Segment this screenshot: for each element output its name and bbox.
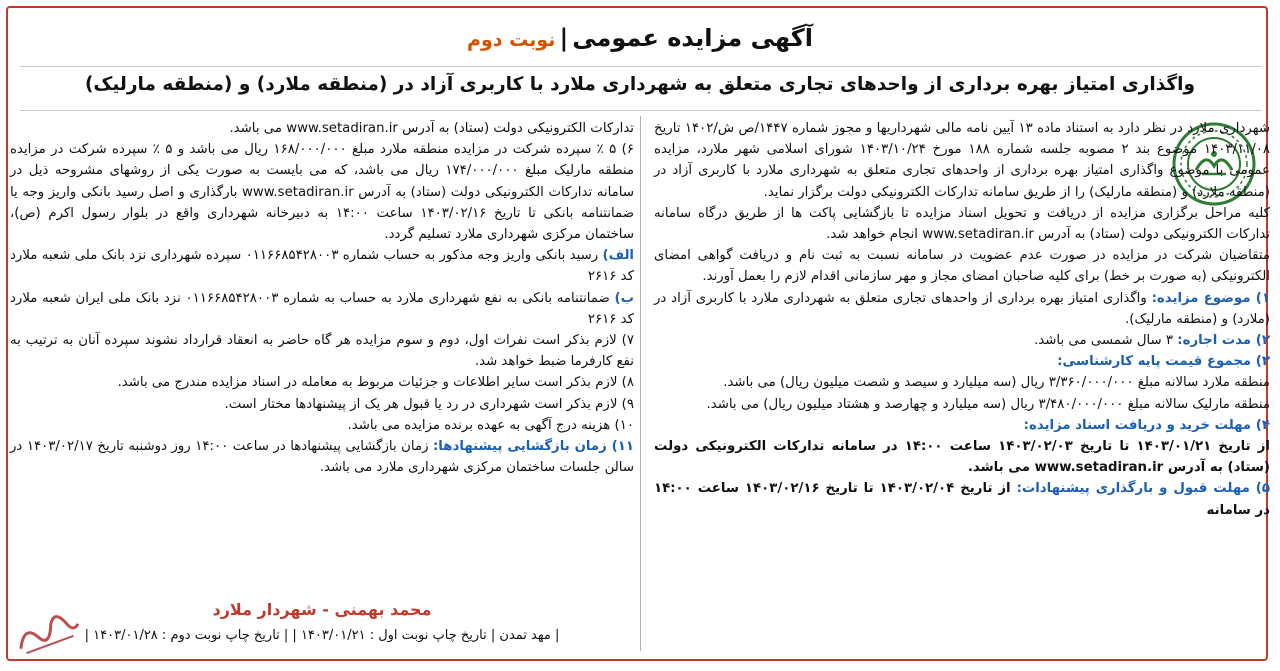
- right-column: [654, 118, 1270, 521]
- ad-title-row: [0, 24, 1280, 52]
- item-1-label: ۱) موضوع مزایده:: [1151, 290, 1270, 306]
- item-5-text: از تاریخ ۱۴۰۳/۰۲/۰۴ تا تاریخ ۱۴۰۳/۰۲/۱۶ ساعت ۱۴:۰۰ در سامانه: [654, 481, 1270, 518]
- item-9: ۹) لازم بذکر است شهرداری در رد یا قبول هر یک از پیشنهادها مختار است.: [224, 396, 634, 412]
- title-separator: |: [559, 24, 569, 52]
- signature: محمد بهمنی - شهردار ملارد: [212, 600, 432, 619]
- item-6: ۶) ۵ ٪ سپرده شرکت در مزایده منطقه ملارد مبلغ ۱۶۸/۰۰۰/۰۰۰ ریال می باشد و ۵ ٪ سپرده شرکت در مزایده منطقه مارلیک مبلغ ۱۷۴/۰۰۰/۰۰۰ ریال می باشد، که می بایست به صورت یکی از روشهای مشروحه ذیل در سامانه تدارکات الکترونیکی دولت (ستاد) به آدرس www.setadiran.ir بارگذاری و اصل رسید بانکی واریز وجه یا ضمانتنامه بانکی تا تاریخ ۱۴۰۳/۰۲/۱۶ ساعت ۱۴:۰۰ به دبیرخانه شهرداری واقع در بلوار رسول اکرم (ص)، ساختمان مرکزی شهرداری ملارد تسلیم گردد.: [10, 142, 634, 243]
- intro-text: شهرداری ملارد در نظر دارد به استناد ماده ۱۳ آیین نامه مالی شهرداریها و مجوز شماره ۱۴۴۷/ص ش/۱۴۰۲ تاریخ ۱۴۰۳/۱۱/۰۸ موضوع بند ۲ مصوبه جلسه شماره ۱۸۸ مورخ ۱۴۰۳/۱۰/۲۴ شورای اسلامی شهر ملارد، مزایده عمومی با موضوع واگذاری امتیاز بهره برداری از واحدهای تجاری متعلق به شهرداری ملارد با کاربری آزاد در (منطقه ملارد) و (منطقه مارلیک) را از طریق سامانه تدارکات الکترونیکی دولت برگزار نماید.: [654, 121, 1271, 200]
- left-column: [10, 118, 634, 478]
- column-divider: [640, 116, 641, 651]
- item-2-label: ۲) مدت اجاره:: [1177, 333, 1270, 349]
- item-4-label: ۴) مهلت خرید و دریافت اسناد مزایده:: [1023, 417, 1270, 433]
- item-3-malard: منطقه ملارد سالانه مبلغ ۳/۳۶۰/۰۰۰/۰۰۰ ریال (سه میلیارد و سیصد و شصت میلیون ریال) می باشد.: [723, 375, 1270, 391]
- item-6-alef: [10, 245, 634, 287]
- publication-info: | مهد تمدن | تاریخ چاپ نوبت اول : ۱۴۰۳/۰۱/۲۱ | | تاریخ چاپ نوبت دوم : ۱۴۰۳/۰۱/۲۸ |: [84, 628, 560, 643]
- item-5-label: ۵) مهلت قبول و بارگذاری پیشنهادات:: [1016, 481, 1270, 497]
- alef-text: رسید بانکی واریز وجه مذکور به حساب شماره ۰۱۱۶۶۸۵۴۲۸۰۰۳ سپرده شهرداری نزد بانک ملی شعبه ملارد کد ۲۶۱۶: [10, 248, 634, 285]
- item-11-text: زمان بازگشایی پیشنهادها در ساعت ۱۴:۰۰ روز دوشنبه تاریخ ۱۴۰۳/۰۲/۱۷ در سالن جلسات ساختمان مرکزی شهرداری ملارد می باشد.: [10, 439, 634, 476]
- item-4-text: از تاریخ ۱۴۰۳/۰۱/۲۱ تا تاریخ ۱۴۰۳/۰۲/۰۳ ساعت ۱۴:۰۰ در سامانه تدارکات الکترونیکی دولت (ستاد) به آدرس www.setadiran.ir می باشد.: [654, 439, 1270, 476]
- item-11: [10, 436, 634, 478]
- item-1: [654, 288, 1270, 330]
- item-7: ۷) لازم بذکر است نفرات اول، دوم و سوم مزایده هر گاه حاضر به انعقاد قرارداد نشوند سپرده آنان به ترتیب به نفع کارفرما ضبط خواهد شد.: [10, 333, 634, 370]
- intro-paragraph: [654, 118, 1270, 203]
- item-2-text: ۳ سال شمسی می باشد.: [1034, 333, 1178, 349]
- item-8: ۸) لازم بذکر است سایر اطلاعات و جزئیات مربوط به معامله در اسناد مزایده مندرج می باشد.: [117, 375, 634, 391]
- title-divider: [20, 66, 1262, 67]
- turn-label: نوبت دوم: [467, 29, 556, 51]
- ad-title: آگهی مزایده عمومی: [572, 24, 813, 52]
- continuation-text: تدارکات الکترونیکی دولت (ستاد) به آدرس www.setadiran.ir می باشد.: [229, 121, 634, 136]
- paragraph-process: کلیه مراحل برگزاری مزایده از دریافت و تحویل اسناد مزایده تا بازگشایی پاکت ها از طریق درگاه سامانه تدارکات الکترونیکی دولت (ستاد) به آدرس www.setadiran.ir انجام خواهد شد.: [654, 205, 1270, 243]
- item-2: [654, 330, 1270, 351]
- alef-label: الف): [602, 248, 634, 264]
- item-5: [654, 478, 1270, 520]
- item-11-label: ۱۱) زمان بازگشایی پیشنهادها:: [432, 439, 634, 455]
- item-3-label: ۳) مجموع قیمت پایه کارشناسی:: [1057, 354, 1270, 370]
- ad-subtitle: واگذاری امتیاز بهره برداری از واحدهای تجاری متعلق به شهرداری ملارد با کاربری آزاد در (منطقه ملارد) و (منطقه مارلیک): [84, 74, 1196, 95]
- subtitle-divider: [20, 110, 1262, 111]
- item-1-text: واگذاری امتیاز بهره برداری از واحدهای تجاری متعلق به شهرداری ملارد با کاربری آزاد در (ملارد) و (منطقه مارلیک).: [654, 290, 1270, 327]
- be-text: ضمانتنامه بانکی به نفع شهرداری ملارد به حساب به شماره ۰۱۱۶۶۸۵۴۲۸۰۰۳ نزد بانک ملی ایران شعبه ملارد کد ۲۶۱۶: [10, 290, 634, 327]
- item-3-marlik: منطقه مارلیک سالانه مبلغ ۳/۴۸۰/۰۰۰/۰۰۰ ریال (سه میلیارد و چهارصد و هشتاد میلیون ریال) می باشد.: [706, 396, 1270, 412]
- item-10: ۱۰) هزینه درج آگهی به عهده برنده مزایده می باشد.: [347, 417, 634, 433]
- be-label: ب): [614, 290, 634, 306]
- paragraph-registration: متقاضیان شرکت در مزایده در صورت عدم عضویت در سامانه نسبت به ثبت نام و دریافت گواهی امضای الکترونیکی (به صورت بر خط) برای کلیه صاحبان امضای مجاز و مهر سازمانی اقدام لازم را بعمل آورند.: [654, 248, 1270, 285]
- item-6-be: [10, 288, 634, 330]
